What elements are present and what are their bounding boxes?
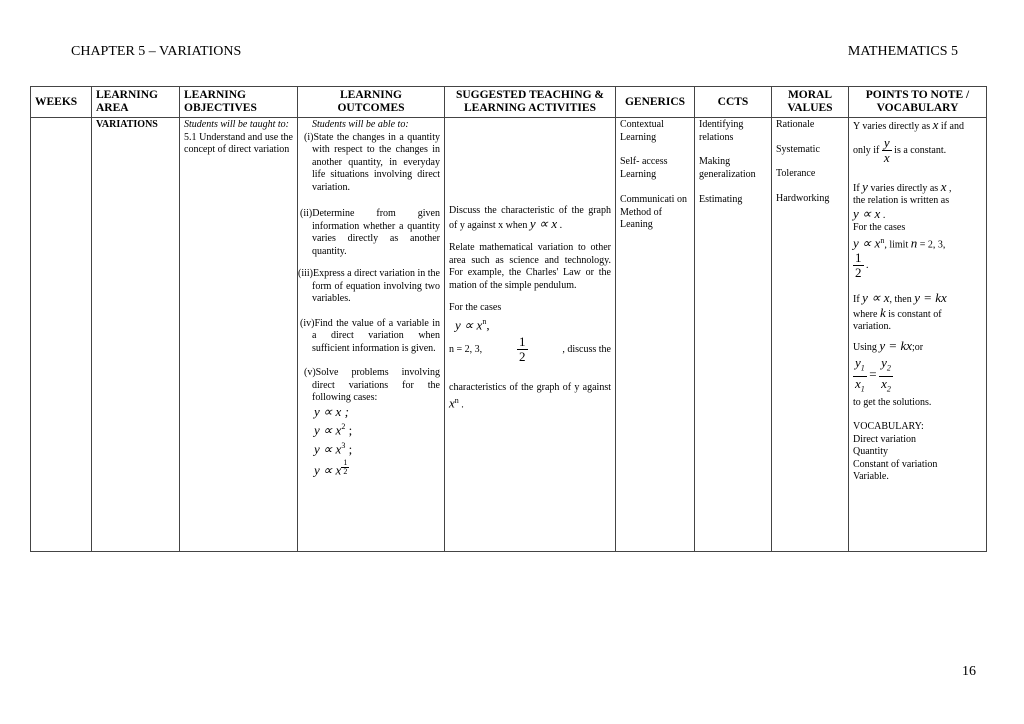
page-number: 16 (962, 664, 976, 679)
header-learning-area: LEARNING AREA (92, 87, 180, 118)
header-learning-objectives: LEARNING OBJECTIVES (180, 87, 298, 118)
activity-4: n = 2, 3, $\frac{1}{2}$ , discuss the (449, 334, 611, 365)
activity-2: Relate mathematical variation to other area such as science and technology. For example, the Charles' Law or the mation of the simple pendulum. (449, 242, 611, 291)
objectives-cell (180, 118, 298, 552)
point-7: If y ∝ x, then y = kx (853, 290, 947, 306)
table-header-row (31, 87, 987, 118)
moral-item: Systematic (776, 143, 820, 155)
learning-area-cell: VARIATIONS (92, 118, 180, 552)
point-6-fraction: $\frac{1}{2}$ . (855, 250, 869, 281)
outcomes-intro: Students will be able to: (312, 119, 409, 130)
point-4: the relation is written as y ∝ x . (853, 195, 950, 221)
activity-3-formula: $y \propto x^n$, (455, 316, 490, 332)
case-4-formula: y ∝ x $^{\frac{1}{2}}$ (314, 457, 348, 478)
point-8: where k is constant of variation. (853, 304, 942, 333)
one-half-fraction: $\frac{1}{2}$ (519, 334, 526, 365)
ccts-item: Making generalization (699, 156, 756, 180)
vocabulary-title: VOCABULARY: (853, 421, 924, 433)
header-learning-outcomes: LEARNING OUTCOMES (298, 87, 445, 118)
outcome-iv: (iv)Find the value of a variable in a direct variation when sufficient information is given. (300, 317, 440, 354)
header-points-to-note: POINTS TO NOTE / VOCABULARY (849, 87, 987, 118)
header-ccts: CCTS (695, 87, 772, 118)
point-2: only if $\frac{y}{x}$ is a constant. (853, 134, 947, 165)
points-cell (849, 118, 987, 552)
outcomes-cell (298, 118, 445, 552)
case-1-formula: y ∝ x ; (314, 403, 349, 419)
point-1: Y varies directly as x if and (853, 117, 964, 132)
outcome-ii: (ii)Determine from given information whether a quantity varies directly as another quantity. (300, 208, 440, 257)
point-11: to get the solutions. (853, 396, 932, 408)
activity-1: Discuss the characteristic of the graph of y against x when y ∝ x . (449, 205, 611, 231)
table-row (31, 118, 987, 552)
generics-cell (616, 118, 695, 552)
objectives-intro: Students will be taught to: (184, 119, 289, 130)
objective-5-1: 5.1 Understand and use the concept of direct variation (184, 131, 293, 155)
header-generics: GENERICS (616, 87, 695, 118)
generic-item: Self- access Learning (620, 156, 668, 180)
outcome-i: (i)State the changes in a quantity with respect to the changes in another quantity, in everyday life situations involving direct variation. (304, 131, 440, 193)
vocabulary-item: Variable. (853, 471, 889, 483)
activity-3: For the cases (449, 302, 502, 313)
case-3-formula: $y \propto x^3$ ; (314, 440, 353, 457)
moral-item: Tolerance (776, 168, 816, 179)
vocabulary-item: Direct variation (853, 433, 917, 445)
generic-item: Contextual Learning (620, 119, 664, 143)
lesson-plan-table (30, 86, 987, 552)
outcome-iii: (iii)Express a direct variation in the form of equation involving two variables. (298, 268, 440, 304)
outcome-v: (v)Solve problems involving direct variations for the following cases: (304, 367, 440, 403)
ccts-item: Identifying relations (699, 119, 744, 143)
activities-cell (445, 118, 616, 552)
chapter-title: CHAPTER 5 – VARIATIONS (71, 44, 242, 59)
generic-item: Communicati on Method of Leaning (620, 194, 687, 230)
moral-item: Rationale (776, 119, 815, 130)
point-10-ratio: $\frac{y_1}{x_1}$ = $\frac{y_2}{x_2}$ (855, 355, 891, 394)
activity-5: characteristics of the graph of y against $x^n$ . (449, 382, 611, 411)
header-weeks: WEEKS (31, 87, 92, 118)
moral-item: Hardworking (776, 192, 830, 204)
moral-values-cell (772, 118, 849, 552)
vocabulary-item: Quantity (853, 446, 888, 458)
vocabulary-item: Constant of variation (853, 458, 938, 470)
subject-title: MATHEMATICS 5 (847, 44, 958, 59)
point-3: If y varies directly as x , (853, 178, 952, 194)
ccts-cell (695, 118, 772, 552)
header-activities: SUGGESTED TEACHING & LEARNING ACTIVITIES (445, 87, 616, 118)
point-5: For the cases $y \propto x^n$, limit n = 2, 3, (853, 222, 946, 250)
header-moral-values: MORAL VALUES (772, 87, 849, 118)
weeks-cell (31, 118, 92, 552)
ccts-item: Estimating (699, 194, 743, 205)
point-9: Using y = kx;or (853, 337, 924, 353)
case-2-formula: $y \propto x^2$ ; (314, 422, 353, 438)
